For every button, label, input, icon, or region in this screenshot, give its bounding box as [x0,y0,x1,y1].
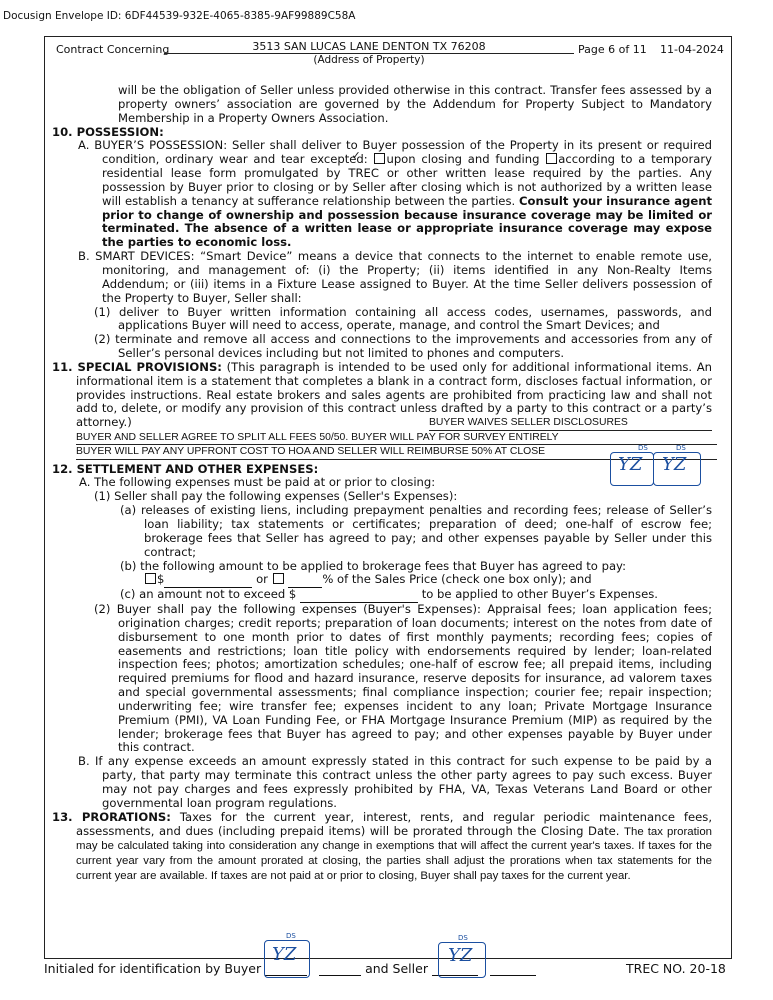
section-13-text2: The tax proration may be calculated taking into consideration any change in exemptions that will affect the current year's taxes. If taxes for the current year vary from the amount prorated at closing, the parties shall adjust the prorations when tax statements for the current year are available. If taxes are not paid at or prior to closing, Buyer shall pay taxes for the current year. [76,825,713,883]
form-date: 11-04-2024 [660,43,724,56]
section-10b: B. SMART DEVICES: “Smart Device” means a device that connects to the internet to enable remote use, monitoring, and management of: (i) the Property; (ii) items identified in any Non-Realty Items Addendum; or (iii) items in a Fixture Lease assigned to Buyer. At the time Seller delivers possession of the Property to Buyer, Seller shall: [78,249,712,305]
section-13 [52,811,712,884]
special-provision-line-2[interactable]: BUYER AND SELLER AGREE TO SPLIT ALL FEES 50/50. BUYER WILL PAY FOR SURVEY ENTIRELY [76,431,717,446]
section-12-title: 12. SETTLEMENT AND OTHER EXPENSES: [52,461,319,476]
section-13-title: 13. PRORATIONS: [52,809,171,824]
envelope-id: Docusign Envelope ID: 6DF44539-932E-4065-8385-9AF99889C58A [3,10,356,22]
brokerage-percent-field[interactable] [288,573,322,588]
page-number: Page 6 of 11 [578,43,647,56]
section-11-text: (This paragraph is intended to be used only for additional informational items. An informational item is a statement that completes a blank in a contract form, discloses factual information, or provides instructions. Real estate brokers and sales agents are prohibited from practicing law and shall not add to, delete, or modify any provision of this contract unless drafted by a party to this contract or a party’s attorney.) [76,359,713,430]
temporary-lease-checkbox[interactable] [546,153,557,164]
section-12a1b-lead: (b) the following amount to be applied to brokerage fees that Buyer has agreed to pay: [120,558,626,573]
section-12a: A. The following expenses must be paid at or prior to closing: [79,475,436,490]
insurance-warning: Consult your insurance agent prior to change of ownership and possession because insurance coverage may be limited or terminated. The absence of a written lease or appropriate insurance coverage may expose the parties to economic loss. [102,193,712,250]
section-11-title: 11. SPECIAL PROVISIONS: [52,359,222,374]
footer-buyer-initials: YZ [272,944,297,965]
section-10-title: 10. POSSESSION: [52,124,164,139]
section-12a1a: (a) releases of existing liens, including prepayment penalties and recording fees; release of Seller’s loan liability; tax statements or certificates; preparation of deed; one-half of escrow fee; brokerage fees that Seller has agreed to pay; and other expenses payable by Seller under this contract; [120,503,712,559]
dollar-sign: $ [157,572,165,587]
special-provision-line-1[interactable]: BUYER WAIVES SELLER DISCLOSURES [429,416,712,431]
temporary-lease-text: according to a temporary residential lease form promulgated by TREC or other written lease required by the parties. Any possession by Buyer prior to closing or by Seller after closing which is not authorized by a written lease will establish a tenancy at sufferance relationship between the parties. [102,152,712,208]
buyer-initials: YZ [618,454,643,475]
special-provision-line-3[interactable]: BUYER WILL PAY ANY UPFRONT COST TO HOA AND SELLER WILL REIMBURSE 50% AT CLOSE [76,445,717,460]
buyer-initial-line-2[interactable] [319,963,361,976]
property-address: 3513 SAN LUCAS LANE DENTON TX 76208 [252,40,486,53]
section-12a2: (2) Buyer shall pay the following expenses (Buyer's Expenses): Appraisal fees; loan application fees; origination charges; credit reports; preparation of loan documents; interest on the notes from date of disbursement to one month prior to dates of first monthly payments; recording fees; copies of easements and restrictions; loan title policy with endorsements required by lender; loan-related inspection fees; photos; amortization schedules; one-half of escrow fee; all prepaid items, including required premiums for flood and hazard insurance, reserve deposits for insurance, ad valorem taxes and special governmental assessments; final compliance inspection; courier fee; repair inspection; underwriting fee; wire transfer fee; expenses incident to any loan; Private Mortgage Insurance Premium (PMI), VA Loan Funding Fee, or FHA Mortgage Insurance Premium (MIP) as required by the lender; brokerage fees that Buyer has agreed to pay; and other expenses payable by Buyer under this contract. [94,602,712,755]
section-12a1c-lead: (c) an amount not to exceed $ [120,587,297,602]
ds-tag-footer-buyer: DS [286,932,296,940]
address-caption: (Address of Property) [313,54,425,66]
brokerage-dollar-field[interactable] [164,573,252,588]
or-label: or [256,572,268,587]
initialed-label: Initialed for identification by Buyer [44,961,262,976]
ds-tag-buyer: DS [638,444,648,452]
section-10a-lead: A. BUYER’S POSSESSION: Seller shall deliver to Buyer possession of the Property in its present or required condition, ordinary wear and tear excepted: [78,138,712,167]
upon-closing-checkbox[interactable] [374,153,385,164]
brokerage-percent-checkbox[interactable] [273,573,284,584]
intro-paragraph: will be the obligation of Seller unless provided otherwise in this contract. Transfer fees assessed by a property owners’ association are governed by the Addendum for Property Subject to Mandatory Membership in a Property Owners Association. [118,83,712,125]
ds-tag-seller: DS [676,444,686,452]
section-12a1b [52,560,712,589]
section-12a1: (1) Seller shall pay the following expenses (Seller's Expenses): [94,489,458,504]
section-10b2: (2) terminate and remove all access and connections to the improvements and accessories from any of Seller’s personal devices including but not limited to phones and computers. [94,332,712,361]
ds-tag-footer-seller: DS [458,934,468,942]
contract-concerning-label: Contract Concerning [56,43,170,56]
section-12a1c-tail: to be applied to other Buyer’s Expenses. [421,587,658,602]
trec-form-number: TREC NO. 20-18 [626,961,726,976]
seller-initial-line-2[interactable] [490,963,536,976]
section-12a1c [52,588,712,603]
section-10a [52,139,712,250]
section-13-text1: Taxes for the current year, interest, rents, and regular periodic maintenance fees, assessments, and dues (including prepaid items) will be prorated through the Closing Date. [76,809,713,838]
other-expenses-amount-field[interactable] [300,588,418,603]
section-12b: B. If any expense exceeds an amount expressly stated in this contract for such expense to be paid by a party, that party may terminate this contract unless the other party agrees to pay such excess. Buyer may not pay charges and fees expressly prohibited by FHA, VA, Texas Veterans Land Board or other governmental loan program regulations. [78,754,712,810]
and-seller-label: and Seller [365,961,428,976]
upon-closing-label: upon closing and funding [386,152,540,167]
section-10b1: (1) deliver to Buyer written information containing all access codes, usernames, passwords, and applications Buyer will need to access, operate, manage, and control the Smart Devices; and [94,304,712,333]
seller-initials: YZ [662,454,687,475]
percent-label: % of the Sales Price (check one box only); and [322,572,592,587]
brokerage-dollar-checkbox[interactable] [145,573,156,584]
footer-seller-initials: YZ [448,945,473,966]
